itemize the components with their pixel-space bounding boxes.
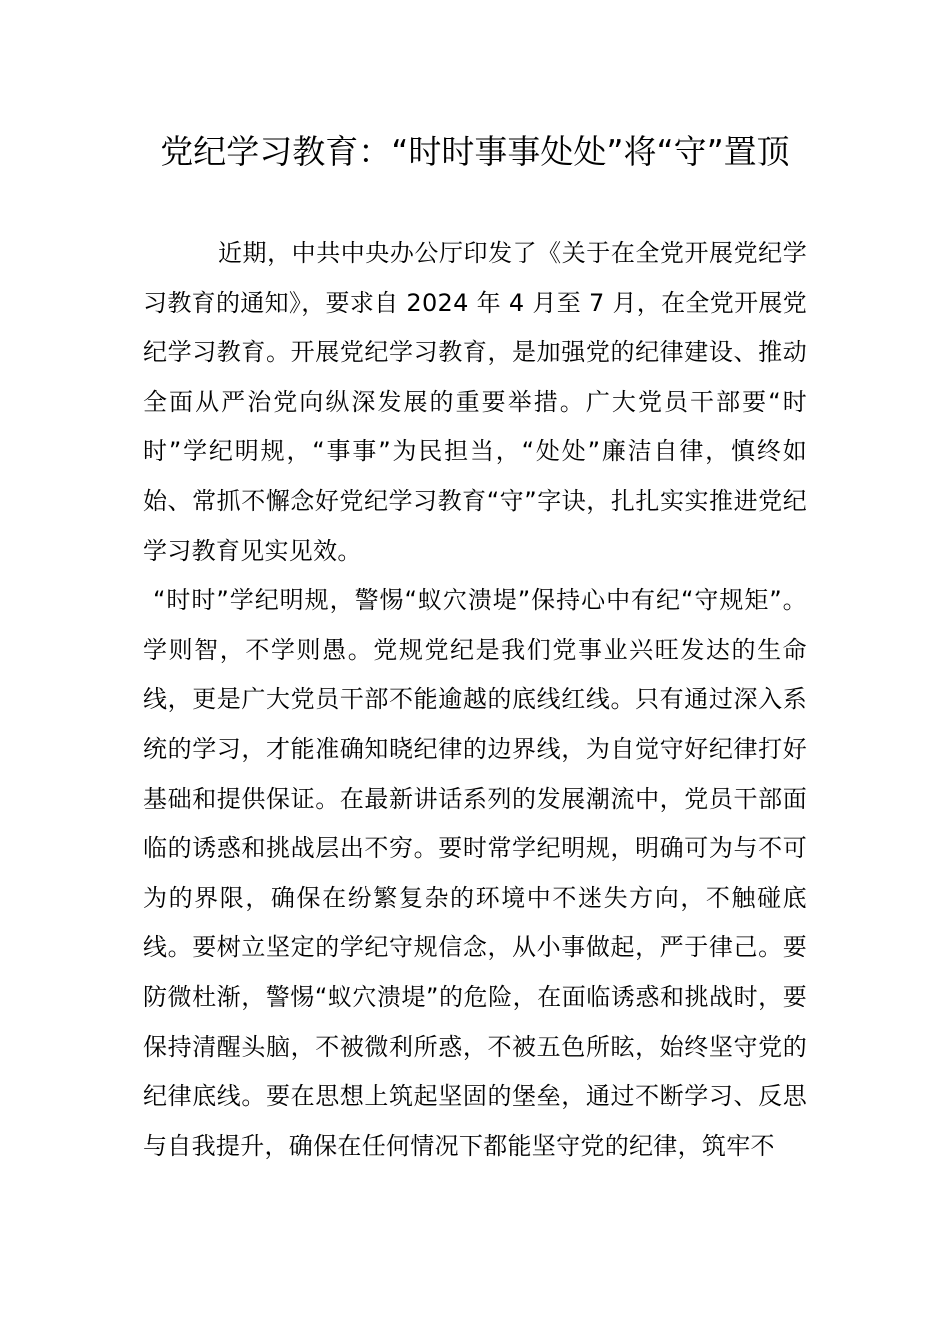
document-body	[143, 229, 807, 1171]
paragraph-shishi: “时时”学纪明规，警惕“蚁穴溃堤”保持心中有纪“守规矩”。学则智，不学则愚。党规党纪是我们党事业兴旺发达的生命线，更是广大党员干部不能逾越的底线红线。只有通过深入系统的学习，才能准确知晓纪律的边界线，为自觉守好纪律打好基础和提供保证。在最新讲话系列的发展潮流中，党员干部面临的诱惑和挑战层出不穷。要时常学纪明规，明确可为与不可为的界限，确保在纷繁复杂的环境中不迷失方向，不触碰底线。要树立坚定的学纪守规信念，从小事做起，严于律己。要防微杜渐，警惕“蚁穴溃堤”的危险，在面临诱惑和挑战时，要保持清醒头脑，不被微利所惑，不被五色所眩，始终坚守党的纪律底线。要在思想上筑起坚固的堡垒，通过不断学习、反思与自我提升，确保在任何情况下都能坚守党的纪律，筑牢不	[143, 586, 807, 1160]
paragraph-intro: 近期，中共中央办公厅印发了《关于在全党开展党纪学习教育的通知》，要求自 2024 年 4 月至 7 月，在全党开展党纪学习教育。开展党纪学习教育，是加强党的纪律建设、推动全面从严治党向纵深发展的重要举措。广大党员干部要“时时”学纪明规，“事事”为民担当，“处处”廉洁自律，慎终如始、常抓不懈念好党纪学习教育“守”字诀，扎扎实实推进党纪学习教育见实见效。	[143, 239, 807, 565]
document-title: 党纪学习教育：“时时事事处处”将“守”置顶	[160, 132, 790, 171]
